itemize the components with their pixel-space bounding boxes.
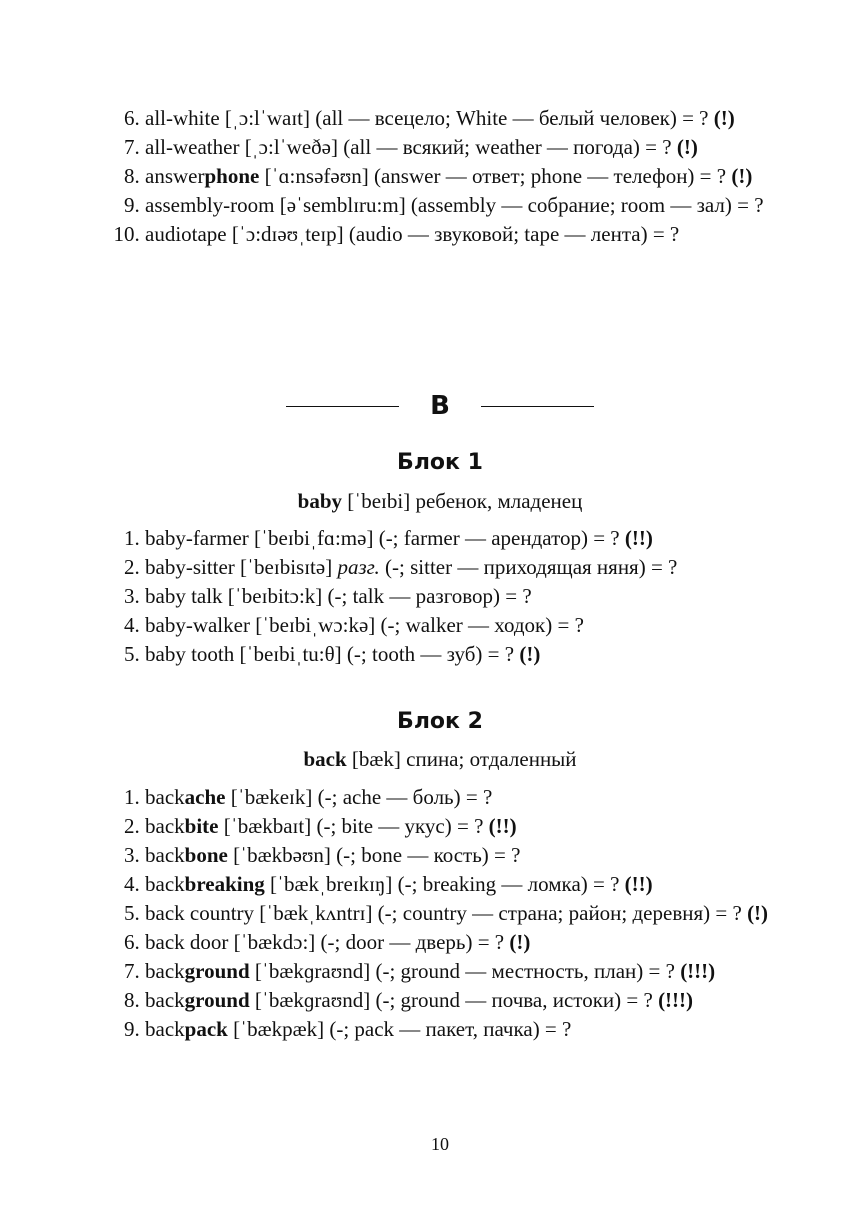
bold-fragment: breaking xyxy=(184,872,265,896)
bold-fragment: ground xyxy=(184,988,250,1012)
bold-fragment: pack xyxy=(184,1017,228,1041)
text-fragment: back xyxy=(145,785,185,809)
bold-fragment: (!) xyxy=(747,901,769,925)
block-1-headword-word: baby xyxy=(297,489,342,513)
item-number: 8. xyxy=(124,164,145,188)
item-text xyxy=(145,640,772,669)
text-fragment: back xyxy=(145,988,185,1012)
entry-list-top xyxy=(108,104,772,249)
section-divider xyxy=(0,388,863,424)
item-number: 3. xyxy=(124,584,145,608)
item-number: 7. xyxy=(124,135,145,159)
bold-fragment: bone xyxy=(184,843,228,867)
bold-fragment: phone xyxy=(204,164,260,188)
block-1-headword xyxy=(0,487,863,516)
item-number: 7. xyxy=(124,959,145,983)
item-text xyxy=(145,899,772,928)
list-item xyxy=(108,841,772,870)
bold-fragment: (!) xyxy=(713,106,735,130)
item-number: 10. xyxy=(113,222,145,246)
bold-fragment: (!) xyxy=(676,135,698,159)
item-number: 1. xyxy=(124,526,145,550)
item-text xyxy=(145,928,772,957)
block-1-headword-gloss: [ˈbeɪbi] ребенок, младенец xyxy=(342,489,583,513)
item-text xyxy=(145,553,772,582)
text-fragment: back door [ˈbækdɔ:] (-; door — дверь) = ? xyxy=(145,930,510,954)
text-fragment: back xyxy=(145,843,185,867)
bold-fragment: (!!!) xyxy=(680,959,716,983)
item-text xyxy=(145,191,772,220)
list-item xyxy=(108,928,772,957)
list-item xyxy=(108,957,772,986)
text-fragment: back xyxy=(145,814,185,838)
item-text xyxy=(145,870,772,899)
bold-fragment: ground xyxy=(184,959,250,983)
item-text xyxy=(145,524,772,553)
entry-list-block-1 xyxy=(108,524,772,669)
text-fragment: baby talk [ˈbeɪbitɔ:k] (-; talk — разговор) = ? xyxy=(145,584,532,608)
list-item xyxy=(108,783,772,812)
item-text xyxy=(145,957,772,986)
list-item xyxy=(108,553,772,582)
item-number: 1. xyxy=(124,785,145,809)
text-fragment: baby-farmer [ˈbeɪbiˌfɑ:mə] (-; farmer — арендатор) = ? xyxy=(145,526,625,550)
text-fragment: audiotape [ˈɔ:dɪəʊˌteɪp] (audio — звуковой; tape — лента) = ? xyxy=(145,222,680,246)
text-fragment: back xyxy=(145,1017,185,1041)
item-number: 6. xyxy=(124,106,145,130)
item-text xyxy=(145,162,772,191)
bold-fragment: (!) xyxy=(509,930,531,954)
list-item xyxy=(108,611,772,640)
item-number: 2. xyxy=(124,555,145,579)
item-number: 9. xyxy=(124,1017,145,1041)
text-fragment: all-weather [ˌɔ:lˈweðə] (all — всякий; weather — погода) = ? xyxy=(145,135,677,159)
block-1-title: Блок 1 xyxy=(397,450,483,475)
list-item xyxy=(108,986,772,1015)
item-number: 4. xyxy=(124,613,145,637)
list-item xyxy=(108,899,772,928)
list-item xyxy=(108,104,772,133)
item-number: 2. xyxy=(124,814,145,838)
block-2-headword-word: back xyxy=(303,747,347,771)
bold-fragment: ache xyxy=(184,785,226,809)
text-fragment: [ˈbækbəʊn] (-; bone — кость) = ? xyxy=(227,843,521,867)
section-letter: B xyxy=(430,391,450,421)
page-number: 10 xyxy=(431,1134,449,1154)
bold-fragment: bite xyxy=(184,814,219,838)
bold-fragment: (!) xyxy=(519,642,541,666)
block-2-headword-gloss: [bæk] спина; отдаленный xyxy=(346,747,577,771)
text-fragment: [ˈbækɡraʊnd] (-; ground — почва, истоки) = ? xyxy=(249,988,659,1012)
list-item xyxy=(108,870,772,899)
text-fragment: baby tooth [ˈbeɪbiˌtu:θ] (-; tooth — зуб) = ? xyxy=(145,642,520,666)
text-fragment: [ˈbækbaɪt] (-; bite — укус) = ? xyxy=(218,814,489,838)
item-text xyxy=(145,1015,772,1044)
item-text xyxy=(145,133,772,162)
text-fragment: assembly-room [əˈsemblɪru:m] (assembly — собрание; room — зал) = ? xyxy=(145,193,764,217)
text-fragment: baby-sitter [ˈbeɪbisɪtə] xyxy=(145,555,338,579)
item-text xyxy=(145,104,772,133)
item-text xyxy=(145,986,772,1015)
item-number: 3. xyxy=(124,843,145,867)
list-item xyxy=(108,1015,772,1044)
list-item xyxy=(108,133,772,162)
entry-list-block-2 xyxy=(108,783,772,1044)
block-2-title: Блок 2 xyxy=(397,709,483,734)
text-fragment: answer xyxy=(145,164,205,188)
text-fragment: (-; sitter — приходящая няня) = ? xyxy=(379,555,678,579)
text-fragment: back xyxy=(145,872,185,896)
bold-fragment: (!!) xyxy=(488,814,517,838)
text-fragment: baby-walker [ˈbeɪbiˌwɔ:kə] (-; walker — ходок) = ? xyxy=(145,613,584,637)
text-fragment: [ˈbækˌbreɪkɪŋ] (-; breaking — ломка) = ? xyxy=(264,872,625,896)
list-item xyxy=(108,640,772,669)
text-fragment: back country [ˈbækˌkʌntrɪ] (-; country — страна; район; деревня) = ? xyxy=(145,901,748,925)
list-item xyxy=(108,812,772,841)
italic-fragment: разг. xyxy=(337,555,380,579)
block-2-headword xyxy=(0,745,863,774)
item-text xyxy=(145,611,772,640)
divider-line-right xyxy=(481,406,594,407)
text-fragment: back xyxy=(145,959,185,983)
item-number: 5. xyxy=(124,901,145,925)
list-item xyxy=(108,191,772,220)
bold-fragment: (!!) xyxy=(624,872,653,896)
list-item xyxy=(108,524,772,553)
bold-fragment: (!!!) xyxy=(658,988,694,1012)
item-text xyxy=(145,582,772,611)
text-fragment: all-white [ˌɔ:lˈwaɪt] (all — всецело; White — белый человек) = ? xyxy=(145,106,714,130)
item-number: 4. xyxy=(124,872,145,896)
item-number: 9. xyxy=(124,193,145,217)
item-number: 8. xyxy=(124,988,145,1012)
text-fragment: [ˈbækeɪk] (-; ache — боль) = ? xyxy=(225,785,493,809)
list-item xyxy=(108,220,772,249)
item-text xyxy=(145,220,772,249)
text-fragment: [ˈbækɡraʊnd] (-; ground — местность, план) = ? xyxy=(249,959,681,983)
item-number: 6. xyxy=(124,930,145,954)
item-text xyxy=(145,783,772,812)
text-fragment: [ˈɑ:nsəfəʊn] (answer — ответ; phone — телефон) = ? xyxy=(259,164,732,188)
bold-fragment: (!!) xyxy=(624,526,653,550)
text-fragment: [ˈbækpæk] (-; pack — пакет, пачка) = ? xyxy=(227,1017,572,1041)
list-item xyxy=(108,162,772,191)
item-number: 5. xyxy=(124,642,145,666)
list-item xyxy=(108,582,772,611)
item-text xyxy=(145,841,772,870)
bold-fragment: (!) xyxy=(731,164,753,188)
item-text xyxy=(145,812,772,841)
